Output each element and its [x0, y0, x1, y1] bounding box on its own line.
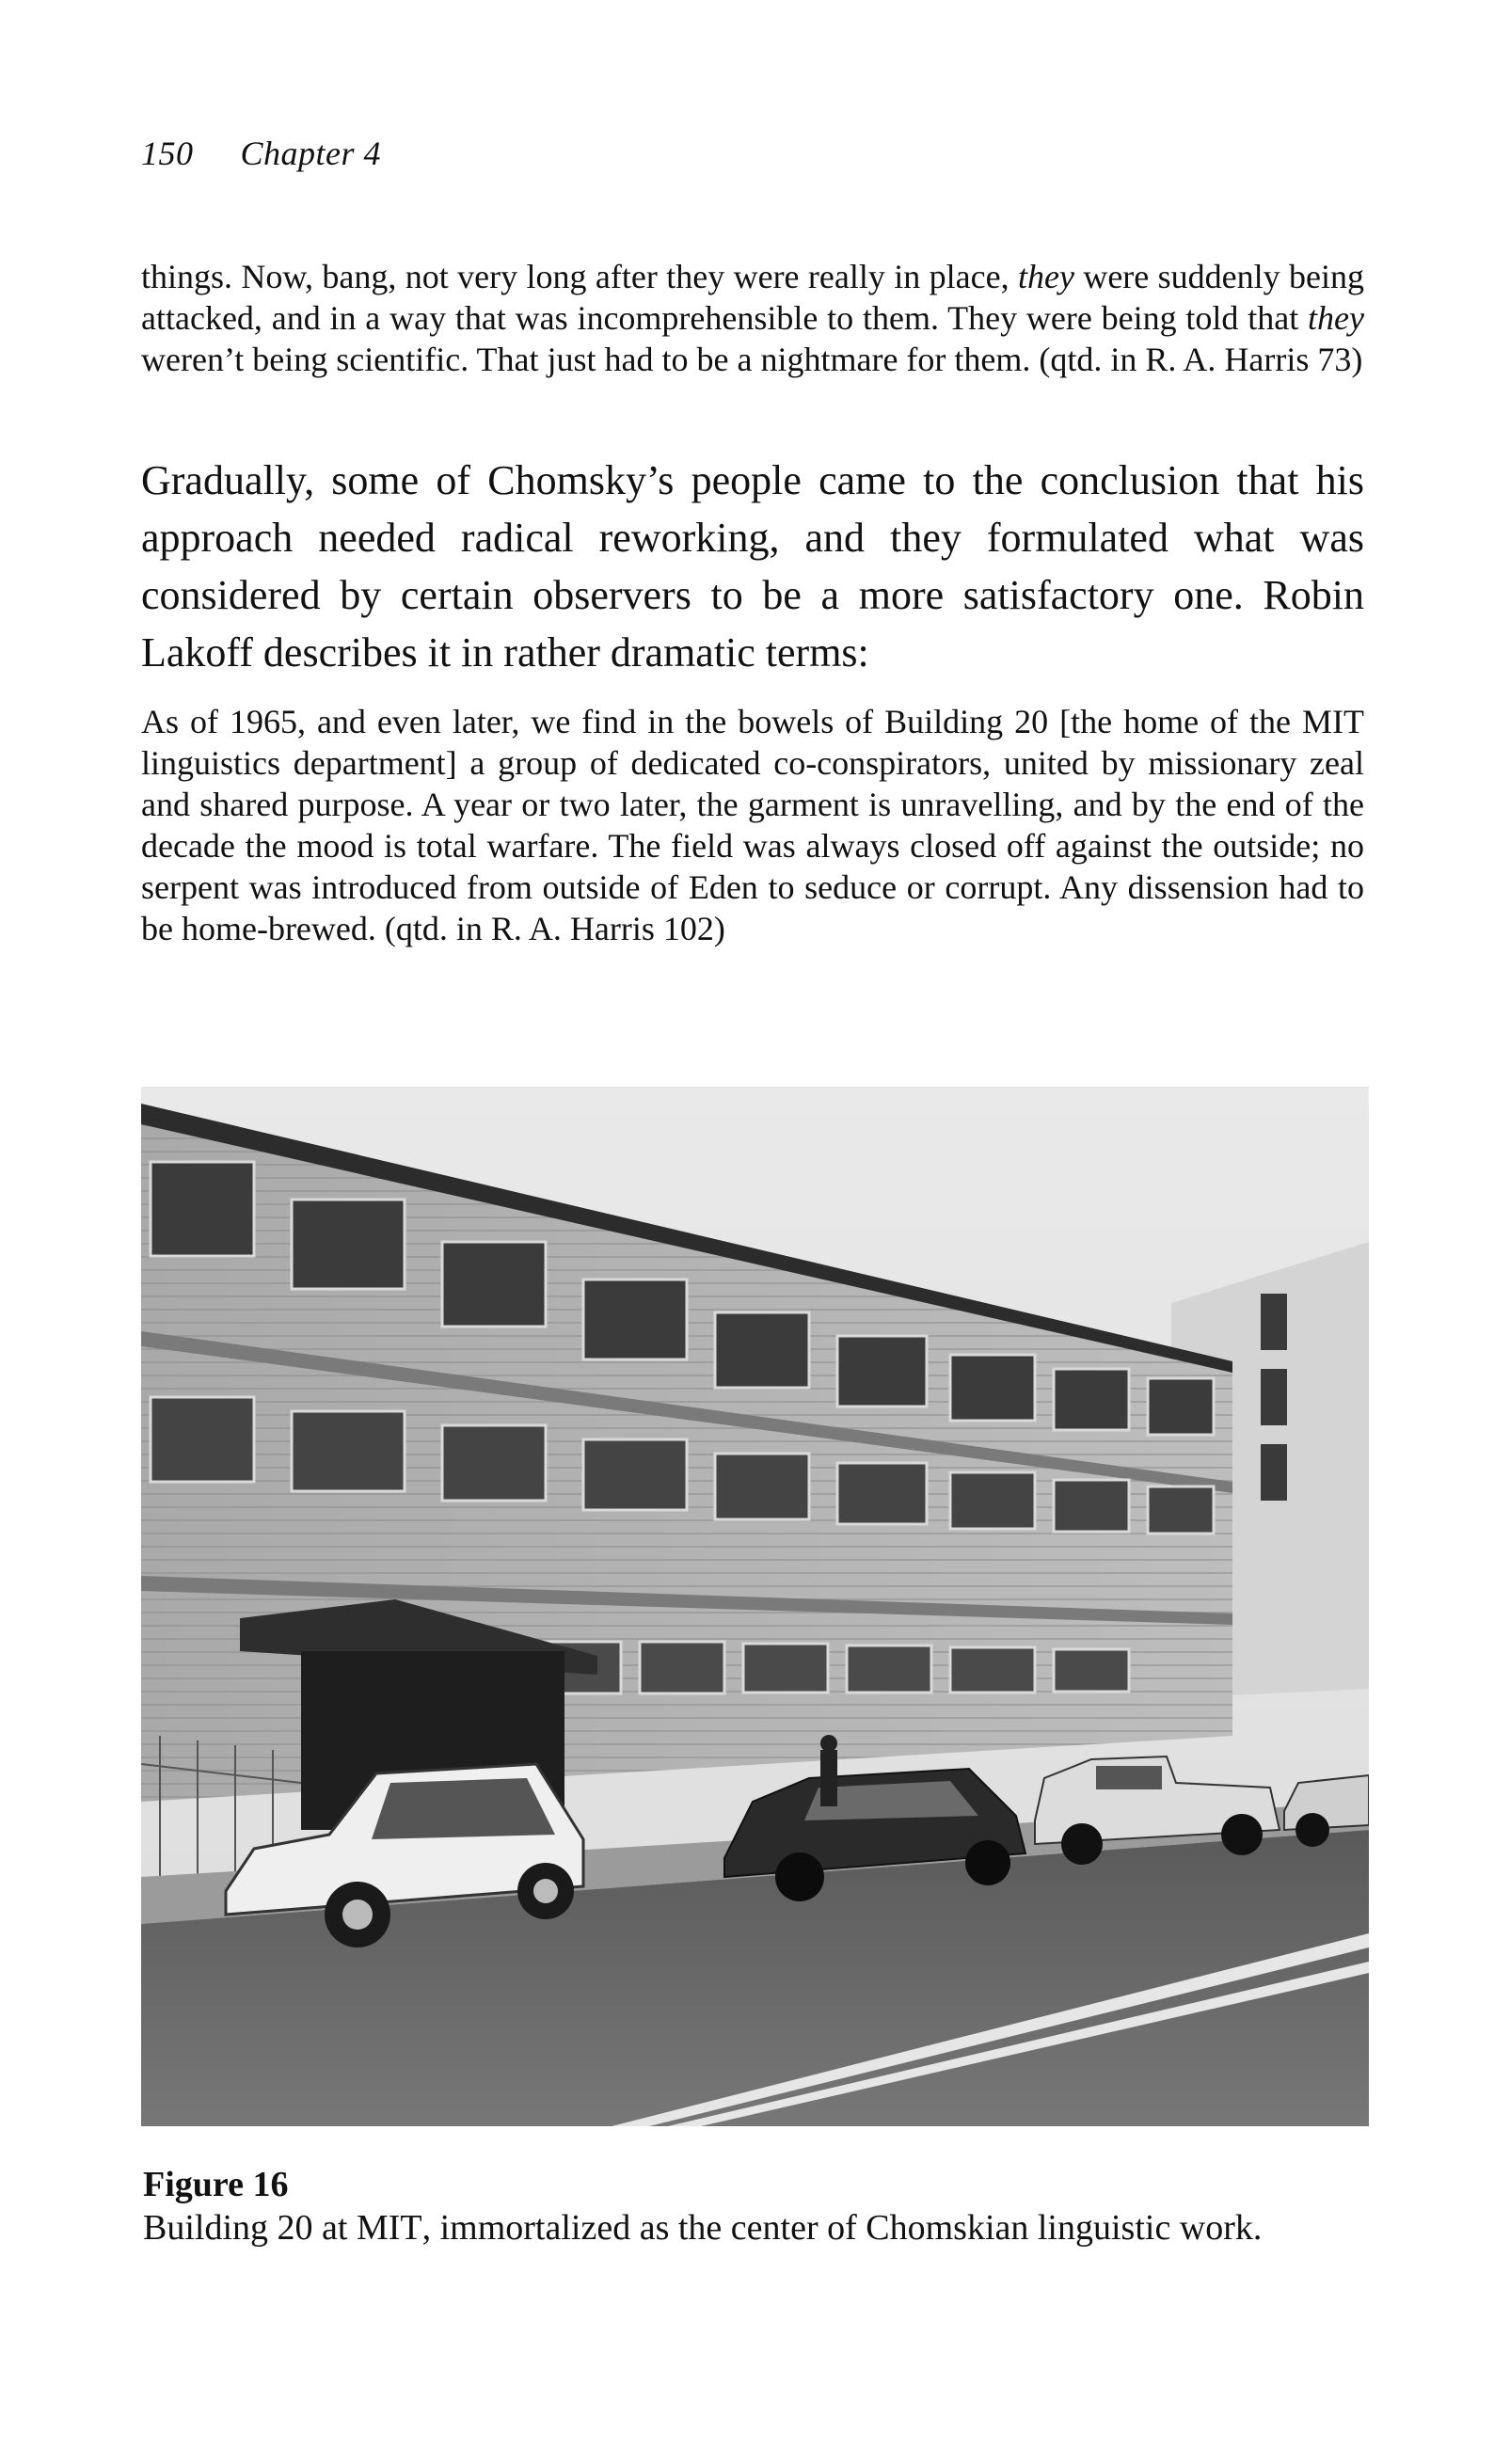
chapter-title: Chapter 4 — [240, 135, 382, 172]
quote-text: As of 1965, and even later, we find in the bowels of Building 20 [the home of the — [141, 703, 1302, 740]
quote-text: weren’t being scientific. That just had to be a nightmare for them. (qtd. in R. A. Harris 73) — [141, 341, 1363, 378]
figure-label: Figure 16 — [143, 2165, 289, 2204]
building-photo — [141, 1087, 1369, 2126]
caption-text: , immortalized as the center of Chomskian linguistic work. — [421, 2208, 1263, 2248]
quote-text: things. Now, bang, not very long after they were really in place, — [141, 258, 1018, 295]
block-quote-2 — [141, 701, 1364, 949]
body-paragraph: Gradually, some of Chomsky’s people came to the conclusion that his approach needed radical reworking, and they formulated what was considered by certain observers to be a more satisfactory one. Robin Lakoff describes it in rather dramatic terms: — [141, 457, 1364, 676]
caption-text: Building 20 at — [143, 2208, 357, 2248]
quote-emphasis: they — [1308, 299, 1364, 337]
quote-small-caps: MIT — [1302, 703, 1364, 740]
block-quote-1 — [141, 256, 1364, 380]
quote-text: linguistics department] a group of dedicated co-conspirators, united by missionary zeal and shared purpose. A year or two later, the garment is unravelling, and by the end of the decade the mood is total warfare. The field was always closed off against the outside; no serpent was introduced from outside of Eden to seduce or corrupt. Any dissension had to be home-brewed. (qtd. in R. A. Harris 102) — [141, 744, 1364, 947]
quote-text: were suddenly being attacked, and in a way that was incomprehensible to them. They were being told that — [141, 258, 1364, 337]
figure-caption — [143, 2206, 1413, 2249]
quote-emphasis: they — [1017, 258, 1074, 295]
caption-small-caps: MIT — [356, 2208, 422, 2248]
running-head — [141, 134, 381, 173]
page-number: 150 — [141, 135, 194, 172]
